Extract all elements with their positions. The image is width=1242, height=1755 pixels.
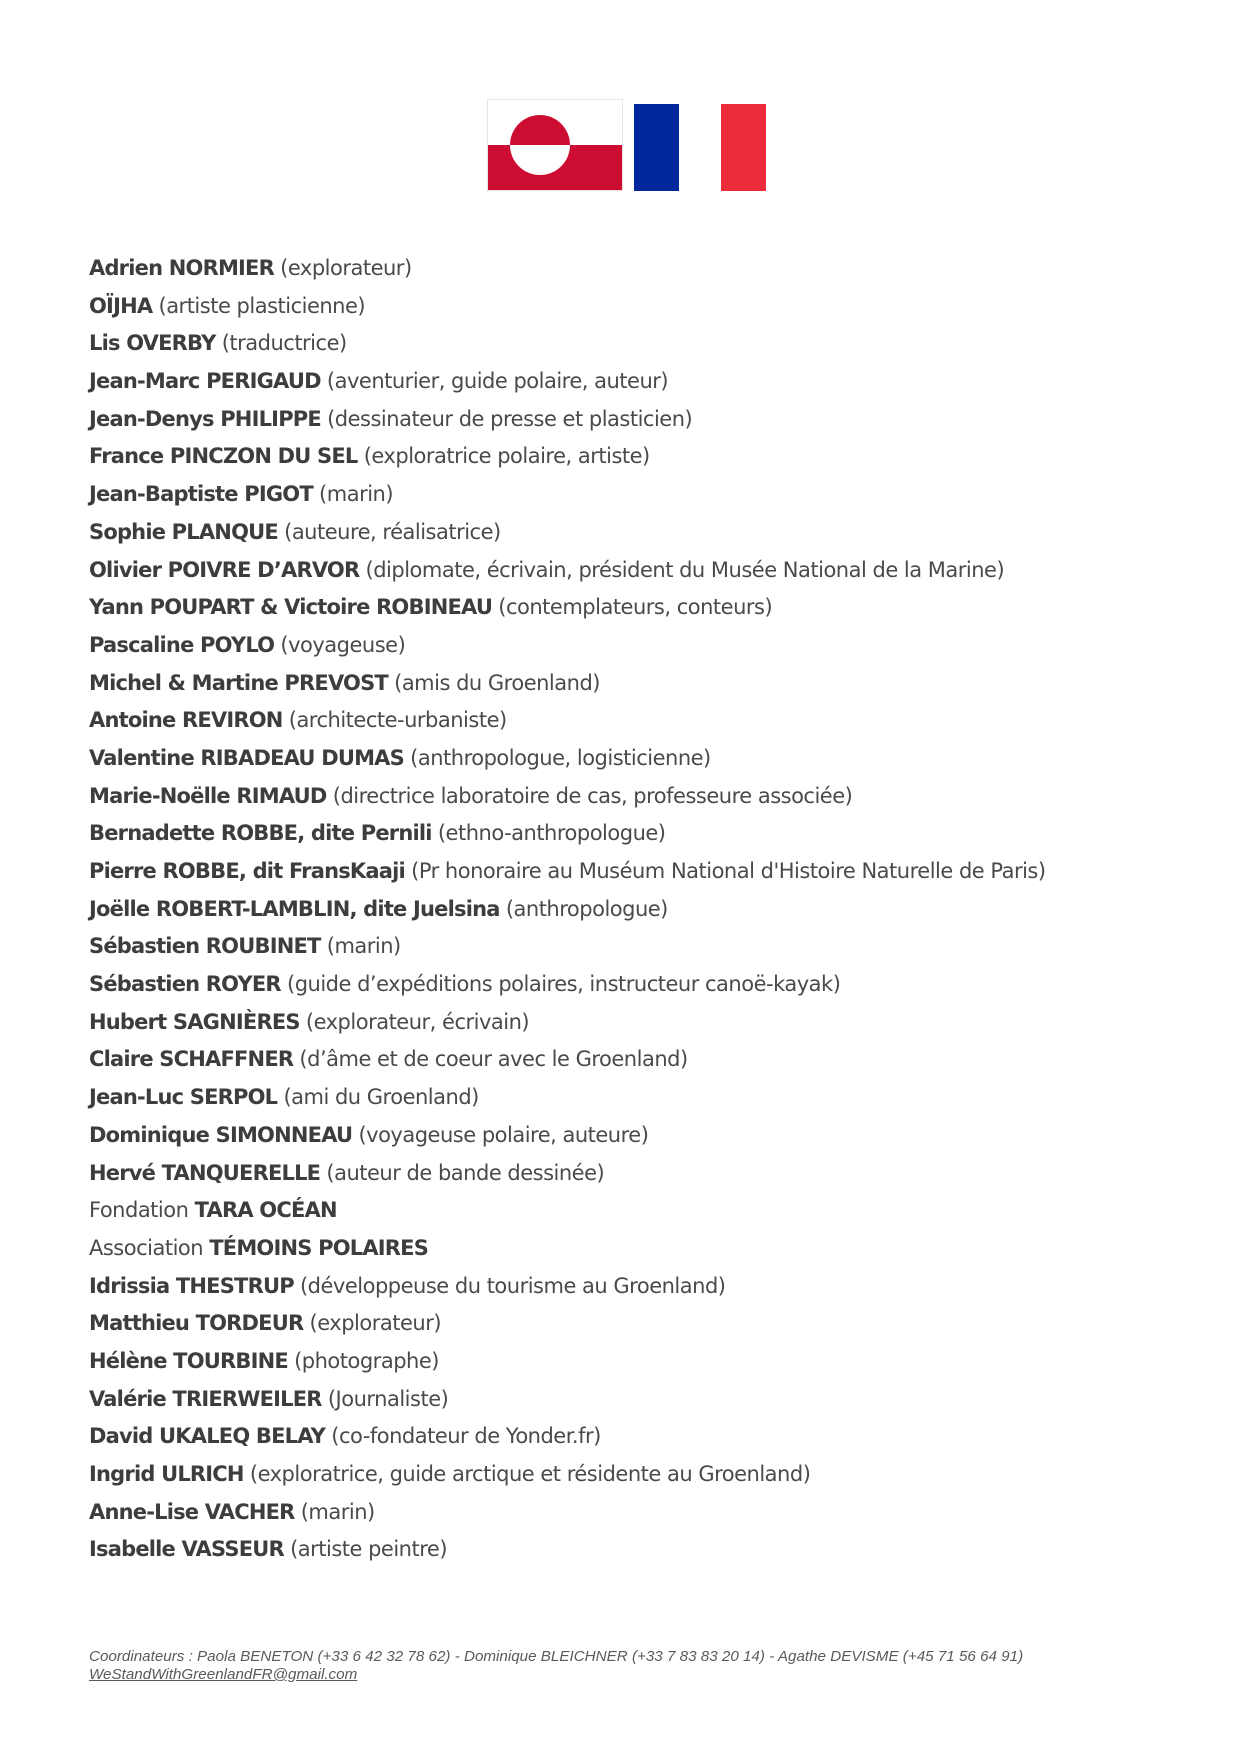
signatory-item [89, 1458, 1046, 1496]
signatory-item [89, 1043, 1046, 1081]
signatory-role: (Journaliste) [327, 1386, 449, 1411]
signatory-list [89, 252, 1046, 1571]
signatory-item [89, 554, 1046, 592]
signatory-name: Bernadette ROBBE, dite Pernili [89, 821, 432, 846]
signatory-name: Marie-Noëlle RIMAUD [89, 783, 327, 808]
signatory-role: (développeuse du tourisme au Groenland) [299, 1273, 726, 1298]
signatory-role: (artiste plasticienne) [158, 293, 366, 318]
signatory-name: Jean-Denys PHILIPPE [89, 406, 321, 431]
signatory-name: Matthieu TORDEUR [89, 1311, 304, 1336]
signatory-name: Anne-Lise VACHER [89, 1499, 295, 1524]
signatory-role: (explorateur) [280, 256, 412, 280]
signatory-role: (auteur de bande dessinée) [326, 1160, 605, 1185]
signatory-name: Lis OVERBY [89, 331, 216, 356]
signatory-role: (Pr honoraire au Muséum National d'Histoire Naturelle de Paris) [411, 859, 1046, 883]
signatory-name: Antoine REVIRON [89, 708, 283, 733]
signatory-item [89, 968, 1046, 1006]
signatory-role: (architecte-urbaniste) [288, 708, 507, 733]
signatory-role: (traductrice) [221, 331, 347, 356]
signatory-item [89, 478, 1046, 516]
signatory-item [89, 591, 1046, 629]
flags-header [487, 99, 767, 191]
signatory-name: Jean-Baptiste PIGOT [89, 482, 313, 507]
signatory-name: Olivier POIVRE D’ARVOR [89, 557, 360, 582]
signatory-item [89, 629, 1046, 667]
signatory-role: (directrice laboratoire de cas, professeure associée) [332, 783, 853, 808]
signatory-name: Valentine RIBADEAU DUMAS [89, 745, 404, 770]
coordinators-text: Coordinateurs : Paola BENETON (+33 6 42 32 78 62) - Dominique BLEICHNER (+33 7 83 83 20 14) - Agathe DEVISME (+45 71 56 64 91) [89, 1648, 1024, 1665]
signatory-role: (ethno-anthropologue) [437, 821, 666, 846]
signatory-item [89, 1345, 1046, 1383]
signatory-role: (voyageuse) [280, 632, 406, 657]
signatory-role: (ami du Groenland) [283, 1085, 479, 1110]
signatory-item [89, 1496, 1046, 1534]
signatory-item [89, 1307, 1046, 1345]
signatory-name: Isabelle VASSEUR [89, 1537, 284, 1562]
france-flag-icon [634, 104, 766, 191]
signatory-name: Idrissia THESTRUP [89, 1273, 294, 1298]
signatory-name: Sébastien ROYER [89, 972, 281, 997]
signatory-role: (photographe) [294, 1348, 439, 1373]
signatory-role: (d’âme et de coeur avec le Groenland) [299, 1047, 688, 1072]
signatory-role: (dessinateur de presse et plasticien) [327, 406, 693, 431]
signatory-item [89, 1119, 1046, 1157]
signatory-role: (auteure, réalisatrice) [284, 519, 501, 544]
signatory-item [89, 1270, 1046, 1308]
signatory-item [89, 704, 1046, 742]
signatory-role: (co-fondateur de Yonder.fr) [331, 1424, 601, 1449]
signatory-role: (aventurier, guide polaire, auteur) [326, 369, 669, 394]
signatory-role: (amis du Groenland) [394, 670, 600, 695]
signatory-item [89, 1533, 1046, 1571]
signatory-name: France PINCZON DU SEL [89, 444, 358, 469]
signatory-name: Yann POUPART & Victoire ROBINEAU [89, 595, 493, 620]
signatory-item [89, 1232, 1046, 1270]
signatory-name: Jean-Marc PERIGAUD [89, 369, 321, 394]
signatory-name: Michel & Martine PREVOST [89, 670, 388, 695]
signatory-item [89, 667, 1046, 705]
signatory-name: Sophie PLANQUE [89, 519, 278, 544]
signatory-role: (exploratrice polaire, artiste) [363, 444, 650, 469]
signatory-item [89, 290, 1046, 328]
signatory-name: Hubert SAGNIÈRES [89, 1009, 300, 1034]
signatory-item [89, 1420, 1046, 1458]
signatory-prefix: Fondation [89, 1198, 189, 1223]
signatory-role: (marin) [300, 1499, 375, 1524]
signatory-name: Hervé TANQUERELLE [89, 1160, 321, 1185]
signatory-role: (exploratrice, guide arctique et résidente au Groenland) [249, 1462, 811, 1486]
signatory-name: Adrien NORMIER [89, 256, 274, 280]
signatory-item [89, 516, 1046, 554]
footer [89, 1648, 1023, 1684]
signatory-item [89, 1157, 1046, 1195]
signatory-name: TARA OCÉAN [194, 1198, 337, 1223]
signatory-name: TÉMOINS POLAIRES [209, 1235, 429, 1260]
signatory-role: (voyageuse polaire, auteure) [358, 1122, 649, 1147]
signatory-name: Jean-Luc SERPOL [89, 1085, 278, 1110]
signatory-name: David UKALEQ BELAY [89, 1424, 326, 1449]
signatory-role: (marin) [319, 482, 394, 507]
signatory-name: Dominique SIMONNEAU [89, 1122, 353, 1147]
signatory-role: (marin) [326, 934, 401, 959]
signatory-name: Joëlle ROBERT-LAMBLIN, dite Juelsina [89, 896, 500, 921]
signatory-item [89, 930, 1046, 968]
signatory-name: Ingrid ULRICH [89, 1462, 244, 1486]
signatory-item [89, 855, 1046, 893]
signatory-name: Pierre ROBBE, dit FransKaaji [89, 859, 405, 883]
signatory-role: (guide d’expéditions polaires, instructeur canoë-kayak) [287, 972, 841, 997]
greenland-flag-icon [487, 99, 623, 191]
signatory-role: (diplomate, écrivain, président du Musée National de la Marine) [365, 557, 1005, 582]
signatory-item [89, 817, 1046, 855]
signatory-role: (explorateur, écrivain) [305, 1009, 530, 1034]
signatory-role: (explorateur) [309, 1311, 442, 1336]
signatory-item [89, 1194, 1046, 1232]
signatory-name: Valérie TRIERWEILER [89, 1386, 322, 1411]
signatory-item [89, 893, 1046, 931]
signatory-item [89, 1006, 1046, 1044]
signatory-prefix: Association [89, 1235, 204, 1260]
signatory-role: (anthropologue, logisticienne) [410, 745, 711, 770]
signatory-item [89, 327, 1046, 365]
signatory-item [89, 780, 1046, 818]
signatory-item [89, 252, 1046, 290]
signatory-item [89, 742, 1046, 780]
signatory-role: (anthropologue) [505, 896, 668, 921]
signatory-role: (artiste peintre) [290, 1537, 448, 1562]
signatory-name: Pascaline POYLO [89, 632, 275, 657]
signatory-name: Hélène TOURBINE [89, 1348, 288, 1373]
signatory-item [89, 1081, 1046, 1119]
signatory-name: Sébastien ROUBINET [89, 934, 321, 959]
signatory-item [89, 440, 1046, 478]
contact-email-link[interactable]: WeStandWithGreenlandFR@gmail.com [89, 1666, 358, 1683]
signatory-item [89, 1383, 1046, 1421]
signatory-name: OÏJHA [89, 293, 153, 318]
signatory-role: (contemplateurs, conteurs) [498, 595, 773, 620]
signatory-item [89, 403, 1046, 441]
signatory-item [89, 365, 1046, 403]
signatory-name: Claire SCHAFFNER [89, 1047, 294, 1072]
